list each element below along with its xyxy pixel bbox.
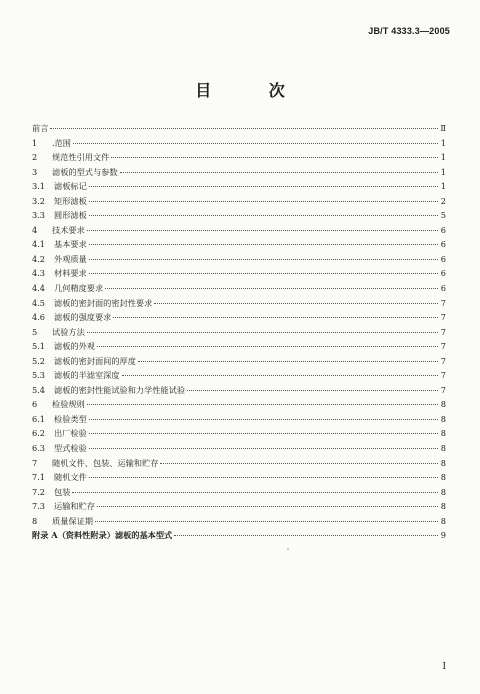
toc-leader-dots <box>87 331 438 333</box>
toc-leader-dots <box>89 258 438 260</box>
toc-entry-page: 7 <box>440 312 446 323</box>
toc-entry-page: 7 <box>440 370 446 381</box>
toc-entry-page: 5 <box>440 210 446 221</box>
toc-entry-number: 5.4 <box>32 384 46 395</box>
toc-entry-label: 滤板的外观 <box>54 341 95 352</box>
toc-entry-label: 滤板的型式与参数 <box>52 166 118 177</box>
toc-entry[interactable] <box>32 426 446 441</box>
toc-entry-number: 8 <box>32 515 38 526</box>
toc-leader-dots <box>97 345 438 347</box>
toc-entry[interactable] <box>32 499 446 514</box>
toc-entry[interactable] <box>32 194 446 209</box>
toc-leader-dots <box>122 374 438 376</box>
toc-entry[interactable] <box>32 441 446 456</box>
toc-leader-dots <box>50 127 438 129</box>
toc-entry-label: 包装 <box>54 486 71 497</box>
toc-entry-page: 8 <box>440 457 446 468</box>
toc-leader-dots <box>97 505 438 507</box>
toc-entry-label: 前言 <box>32 123 49 133</box>
toc-entry-label: 试验方法 <box>52 326 85 337</box>
toc-entry-number: 6.3 <box>32 443 46 454</box>
toc-leader-dots <box>187 389 438 391</box>
toc-leader-dots <box>160 462 438 464</box>
toc-entry-label: 材料要求 <box>54 268 87 279</box>
toc-leader-dots <box>89 200 438 202</box>
toc-entry[interactable] <box>32 339 446 354</box>
page-number: I <box>442 662 446 672</box>
toc-leader-dots <box>87 229 438 231</box>
toc-entry-number: 5.2 <box>32 355 46 366</box>
toc-entry-page: 6 <box>440 268 446 279</box>
toc-entry-number: 7 <box>32 457 38 468</box>
toc-entry-label: 滤板的半滤室深度 <box>54 370 120 381</box>
toc-entry-page: 6 <box>440 283 446 294</box>
toc-entry[interactable] <box>32 237 446 252</box>
toc-entry-page: 7 <box>440 297 446 308</box>
toc-leader-dots <box>72 491 438 493</box>
toc-leader-dots <box>138 360 438 362</box>
toc-entry-number: 1 <box>32 137 38 148</box>
toc-entry-label: 附录 A（资料性附录）滤板的基本型式 <box>32 530 173 541</box>
toc-leader-dots <box>95 520 438 522</box>
toc-entry[interactable] <box>32 325 446 340</box>
toc-leader-dots <box>89 418 438 420</box>
toc-entry-page: 1 <box>440 137 446 148</box>
toc-leader-dots <box>87 403 438 405</box>
toc-entry-page: 6 <box>440 239 446 250</box>
toc-entry-number: 4.5 <box>32 297 46 308</box>
toc-entry-page: 8 <box>440 428 446 439</box>
toc-entry-page: 1 <box>440 152 446 163</box>
toc-entry-number: 3.1 <box>32 181 46 192</box>
toc-leader-dots <box>154 302 438 304</box>
toc-entry-number: 2 <box>32 152 38 163</box>
toc-entry[interactable] <box>32 485 446 500</box>
toc-leader-dots <box>89 243 438 245</box>
toc-entry-page: 6 <box>440 253 446 264</box>
scan-speck <box>287 548 289 550</box>
toc-entry-page: 2 <box>440 195 446 206</box>
page-title: 目 次 <box>195 81 311 100</box>
toc-entry-label: 圆形滤板 <box>54 210 87 221</box>
toc-entry-number: 4.3 <box>32 268 46 279</box>
toc-leader-dots <box>113 316 438 318</box>
toc-entry[interactable] <box>32 150 446 165</box>
toc-entry[interactable] <box>32 412 446 427</box>
standard-code: JB/T 4333.3—2005 <box>368 26 450 36</box>
toc-entry-label: 矩形滤板 <box>54 195 87 206</box>
toc-entry-label: 型式检验 <box>54 443 87 454</box>
toc-entry-label: 滤板标记 <box>54 181 87 192</box>
toc-entry-page: 8 <box>440 443 446 454</box>
toc-entry-label: 滤板的密封面的密封性要求 <box>54 297 153 308</box>
toc-entry[interactable] <box>32 136 446 151</box>
toc-leader-dots <box>120 171 438 173</box>
toc-entry[interactable] <box>32 528 446 543</box>
toc-entry-label: 运输和贮存 <box>54 501 95 512</box>
toc-entry-label: 出厂检验 <box>54 428 87 439</box>
toc-entry[interactable] <box>32 354 446 369</box>
toc-entry-label: 几何精度要求 <box>54 283 104 294</box>
toc-entry-page: 7 <box>440 384 446 395</box>
toc-entry[interactable] <box>32 121 446 136</box>
toc-entry[interactable] <box>32 397 446 412</box>
toc-entry-number: 6.1 <box>32 413 46 424</box>
toc-entry-number: 3 <box>32 166 38 177</box>
toc-entry-number: 5.1 <box>32 341 46 352</box>
toc-entry-page: 9 <box>440 530 446 541</box>
toc-leader-dots <box>89 432 438 434</box>
toc-entry-number: 3.3 <box>32 210 46 221</box>
toc-leader-dots <box>111 156 438 158</box>
toc-entry-number: 4 <box>32 224 38 235</box>
table-of-contents <box>32 121 446 543</box>
toc-entry-label: 检验类型 <box>54 413 87 424</box>
toc-entry-label: 滤板的强度要求 <box>54 312 112 323</box>
toc-entry-number: 4.6 <box>32 312 46 323</box>
toc-entry-page: 7 <box>440 355 446 366</box>
toc-entry[interactable] <box>32 456 446 471</box>
toc-entry-number: 4.2 <box>32 253 46 264</box>
toc-entry[interactable] <box>32 296 446 311</box>
toc-leader-dots <box>89 476 438 478</box>
toc-entry-page: 1 <box>440 166 446 177</box>
toc-entry[interactable] <box>32 223 446 238</box>
toc-entry[interactable] <box>32 281 446 296</box>
toc-entry[interactable] <box>32 208 446 223</box>
toc-entry-page: 8 <box>440 515 446 526</box>
toc-entry-page: 8 <box>440 472 446 483</box>
toc-leader-dots <box>89 447 438 449</box>
toc-entry-number: 4.1 <box>32 239 46 250</box>
toc-entry-number: 6 <box>32 399 38 410</box>
toc-entry-label: 规范性引用文件 <box>52 152 110 163</box>
toc-entry[interactable] <box>32 165 446 180</box>
toc-entry-page: 8 <box>440 486 446 497</box>
toc-entry[interactable] <box>32 179 446 194</box>
toc-entry[interactable] <box>32 252 446 267</box>
toc-entry-number: 3.2 <box>32 195 46 206</box>
toc-entry-page: 7 <box>440 341 446 352</box>
toc-entry-page: 1 <box>440 181 446 192</box>
toc-entry-page: 8 <box>440 413 446 424</box>
toc-entry-page: 8 <box>440 399 446 410</box>
toc-entry-page: Ⅱ <box>440 123 446 133</box>
toc-entry[interactable] <box>32 470 446 485</box>
toc-entry-number: 7.1 <box>32 472 46 483</box>
toc-entry-number: 5.3 <box>32 370 46 381</box>
toc-entry-label: 技术要求 <box>52 224 85 235</box>
toc-entry-number: 5 <box>32 326 38 337</box>
toc-entry[interactable] <box>32 266 446 281</box>
toc-entry-label: 随机文件 <box>54 472 87 483</box>
toc-entry-label: .范围 <box>52 137 71 148</box>
toc-entry-label: 滤板的密封性能试验和力学性能试验 <box>54 384 186 395</box>
toc-leader-dots <box>89 214 438 216</box>
toc-entry-label: 检验规则 <box>52 399 85 410</box>
toc-entry-label: 基本要求 <box>54 239 87 250</box>
toc-entry-number: 7.2 <box>32 486 46 497</box>
toc-entry-label: 质量保证期 <box>52 515 93 526</box>
toc-entry-page: 7 <box>440 326 446 337</box>
toc-entry-page: 8 <box>440 501 446 512</box>
toc-entry-label: 滤板的密封面间的厚度 <box>54 355 136 366</box>
toc-entry-page: 6 <box>440 224 446 235</box>
toc-entry[interactable] <box>32 310 446 325</box>
toc-leader-dots <box>174 534 438 536</box>
toc-entry-number: 7.3 <box>32 501 46 512</box>
toc-leader-dots <box>89 185 438 187</box>
toc-leader-dots <box>89 272 438 274</box>
toc-entry-number: 6.2 <box>32 428 46 439</box>
toc-entry[interactable] <box>32 368 446 383</box>
toc-leader-dots <box>73 142 438 144</box>
toc-entry[interactable] <box>32 383 446 398</box>
toc-entry-label: 外观质量 <box>54 253 87 264</box>
toc-entry-number: 4.4 <box>32 283 46 294</box>
toc-entry[interactable] <box>32 514 446 529</box>
toc-leader-dots <box>105 287 438 289</box>
toc-entry-label: 随机文件、包装、运输和贮存 <box>52 457 159 468</box>
